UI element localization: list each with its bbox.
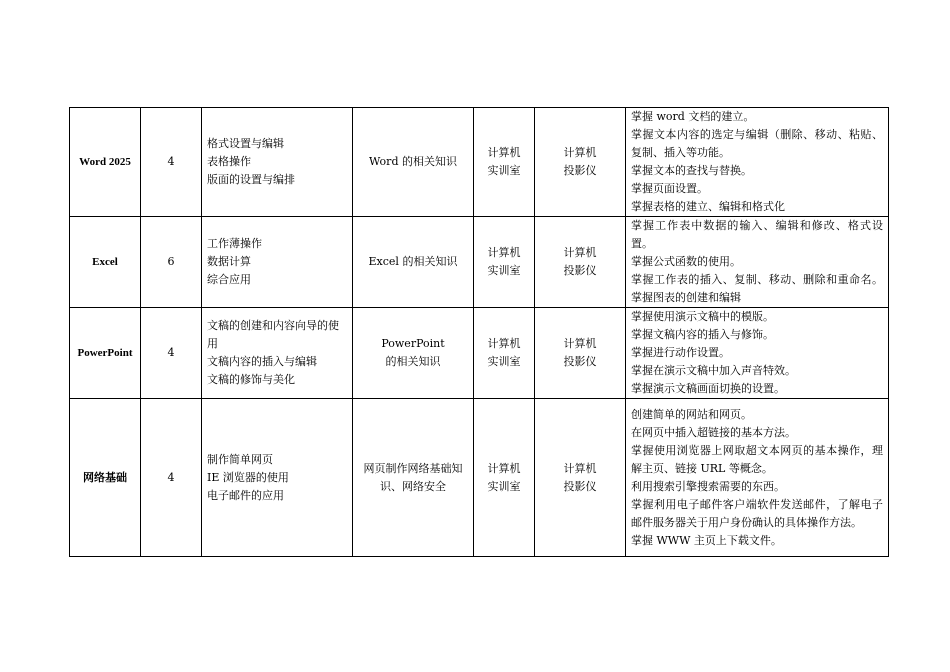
content-line: 格式设置与编辑 (207, 137, 284, 150)
curriculum-table (69, 107, 889, 557)
room-line: 计算机 (487, 246, 521, 259)
table-row (70, 217, 889, 308)
equipment-line: 计算机 (563, 246, 597, 259)
module-content (202, 308, 353, 399)
module-equipment (535, 217, 626, 308)
requirement-line: 在网页中插入超链接的基本方法。 (631, 425, 796, 439)
module-hours: 4 (141, 108, 202, 217)
requirement-line: 掌握文本的查找与替换。 (631, 164, 752, 177)
equipment-line: 计算机 (563, 461, 597, 475)
requirement-line: 掌握在演示文稿中加入声音特效。 (631, 364, 796, 377)
room-line: 实训室 (487, 479, 521, 493)
requirement-line: 掌握 WWW 主页上下载文件。 (631, 533, 782, 547)
module-knowledge (353, 217, 474, 308)
module-requirements (626, 217, 889, 308)
module-requirements (626, 399, 889, 557)
equipment-line: 投影仪 (563, 479, 597, 493)
content-line: 综合应用 (207, 273, 251, 286)
knowledge-line: Excel 的相关知识 (368, 255, 458, 268)
module-room (474, 308, 535, 399)
room-line: 实训室 (487, 355, 521, 368)
module-room (474, 108, 535, 217)
requirement-line: 掌握演示文稿画面切换的设置。 (631, 382, 785, 395)
knowledge-line: 网页制作网络基础知识、网络安全 (363, 461, 463, 493)
content-line: 文稿的修饰与美化 (207, 373, 295, 386)
module-hours: 4 (141, 308, 202, 399)
module-knowledge (353, 399, 474, 557)
requirement-line: 掌握工作表的插入、复制、移动、删除和重命名。掌握图表的创建和编辑 (631, 273, 883, 304)
content-line: 制作简单网页 (207, 452, 273, 466)
requirement-line: 掌握 word 文档的建立。 (631, 110, 755, 123)
module-name: PowerPoint (70, 308, 141, 399)
module-hours: 4 (141, 399, 202, 557)
requirement-line: 掌握文本内容的选定与编辑（删除、移动、粘贴、复制、插入等功能。 (631, 128, 883, 159)
module-name: Excel (70, 217, 141, 308)
requirement-line: 掌握使用浏览器上网取超文本网页的基本操作，理解主页、链接 URL 等概念。 (631, 443, 883, 475)
room-line: 实训室 (487, 264, 521, 277)
module-requirements (626, 308, 889, 399)
content-line: 文稿的创建和内容向导的使用 (207, 319, 339, 350)
content-line: 工作薄操作 (207, 237, 262, 250)
module-hours: 6 (141, 217, 202, 308)
equipment-line: 计算机 (563, 146, 597, 159)
knowledge-line: 的相关知识 (385, 355, 441, 368)
requirement-line: 掌握使用演示文稿中的模版。 (631, 310, 774, 323)
content-line: 数据计算 (207, 255, 251, 268)
module-content (202, 399, 353, 557)
equipment-line: 投影仪 (563, 355, 597, 368)
requirement-line: 掌握公式函数的使用。 (631, 255, 741, 268)
room-line: 计算机 (487, 337, 521, 350)
content-line: 表格操作 (207, 155, 251, 168)
module-name: Word 2025 (70, 108, 141, 217)
module-requirements (626, 108, 889, 217)
requirement-line: 创建简单的网站和网页。 (631, 407, 752, 421)
module-equipment (535, 108, 626, 217)
requirement-line: 掌握表格的建立、编辑和格式化 (631, 200, 785, 213)
table-row (70, 308, 889, 399)
table-row (70, 399, 889, 557)
table-row (70, 108, 889, 217)
content-line: 文稿内容的插入与编辑 (207, 355, 317, 368)
room-line: 计算机 (487, 146, 521, 159)
module-knowledge (353, 308, 474, 399)
requirement-line: 利用搜索引擎搜索需要的东西。 (631, 479, 785, 493)
requirement-line: 掌握进行动作设置。 (631, 346, 730, 359)
module-content (202, 217, 353, 308)
module-knowledge (353, 108, 474, 217)
module-room (474, 399, 535, 557)
module-room (474, 217, 535, 308)
requirement-line: 掌握利用电子邮件客户端软件发送邮件，了解电子邮件服务器关于用户身份确认的具体操作方法。 (631, 497, 883, 529)
requirement-line: 掌握页面设置。 (631, 182, 708, 195)
room-line: 计算机 (487, 461, 521, 475)
content-line: IE 浏览器的使用 (207, 470, 289, 484)
module-equipment (535, 308, 626, 399)
knowledge-line: PowerPoint (381, 337, 445, 350)
content-line: 版面的设置与编排 (207, 173, 295, 186)
requirement-line: 掌握文稿内容的插入与修饰。 (631, 328, 774, 341)
module-name: 网络基础 (70, 399, 141, 557)
equipment-line: 投影仪 (563, 264, 597, 277)
module-content (202, 108, 353, 217)
module-equipment (535, 399, 626, 557)
requirement-line: 掌握工作表中数据的输入、编辑和修改、格式设置。 (631, 219, 883, 250)
knowledge-line: Word 的相关知识 (369, 155, 457, 168)
equipment-line: 投影仪 (563, 164, 597, 177)
content-line: 电子邮件的应用 (207, 488, 284, 502)
room-line: 实训室 (487, 164, 521, 177)
equipment-line: 计算机 (563, 337, 597, 350)
